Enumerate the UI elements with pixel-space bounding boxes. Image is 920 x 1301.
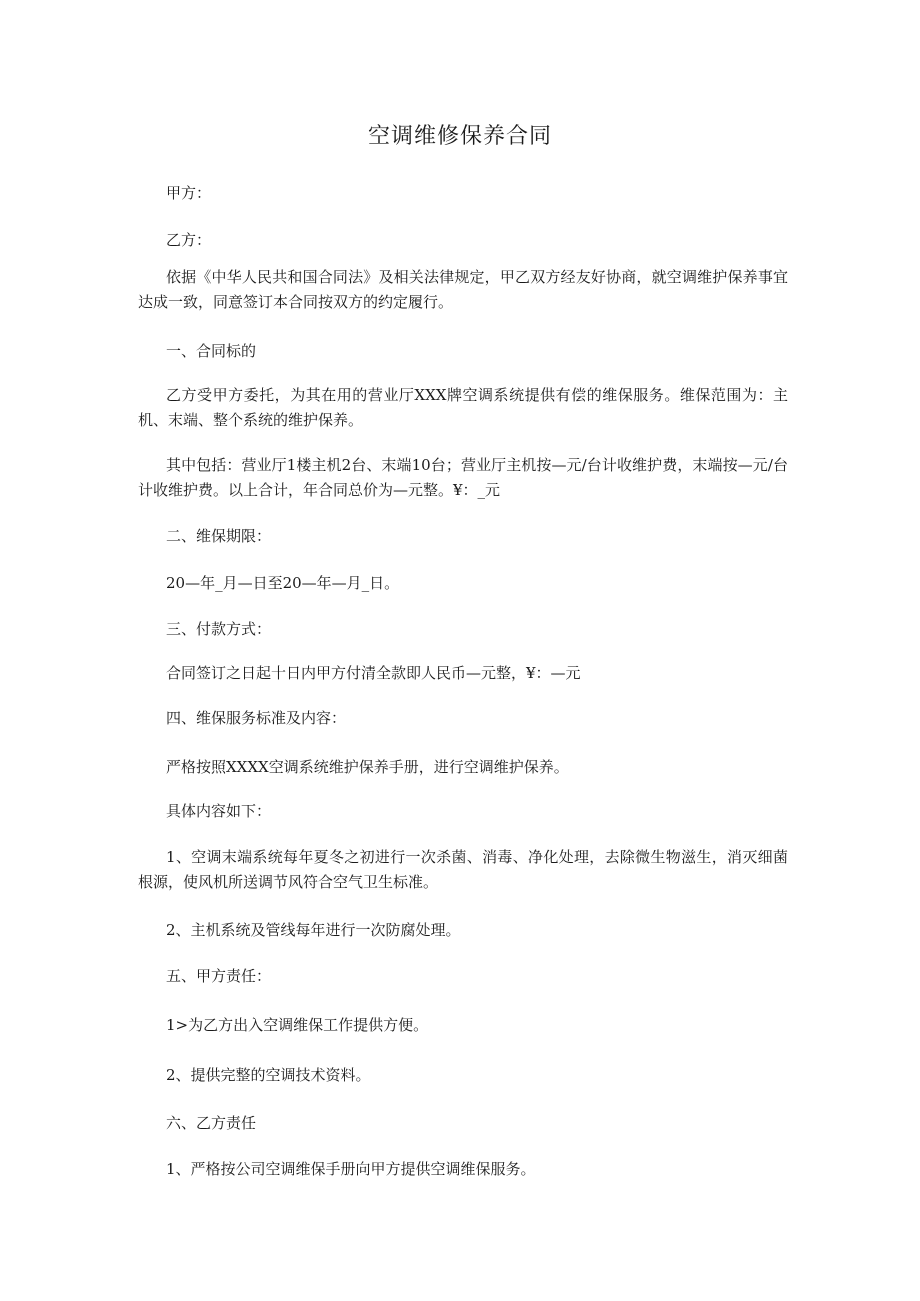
section-1-paragraph: 乙方受甲方委托，为其在用的营业厅XXX牌空调系统提供有偿的维保服务。维保范围为：主机、末端、整个系统的维护保养。 [138, 386, 788, 429]
details-intro: 具体内容如下： [166, 802, 272, 820]
section-2-heading: 二、维保期限： [166, 527, 272, 545]
section-6-heading: 六、乙方责任 [166, 1114, 257, 1132]
party-b-line: 乙方： [166, 231, 212, 249]
party-a-line: 甲方： [166, 184, 212, 202]
document-title: 空调维修保养合同 [367, 124, 552, 149]
maintenance-period: 20—年_月—日至20—年—月_日。 [166, 574, 400, 592]
party-a-duty-1: 1>为乙方出入空调维保工作提供方便。 [166, 1016, 429, 1034]
section-1-pricing-paragraph: 其中包括：营业厅1楼主机2台、末端10台；营业厅主机按—元/台计收维护费，末端按—元/台计收维护费。以上合计，年合同总价为—元整。¥：_元 [138, 456, 788, 499]
service-item-2: 2、主机系统及管线每年进行一次防腐处理。 [166, 921, 461, 939]
preamble-paragraph: 依据《中华人民共和国合同法》及相关法律规定，甲乙双方经友好协商，就空调维护保养事宜达成一致，同意签订本合同按双方的约定履行。 [138, 268, 788, 311]
section-4-heading: 四、维保服务标准及内容： [166, 709, 347, 727]
payment-paragraph: 合同签订之日起十日内甲方付清全款即人民币—元整，¥：—元 [166, 664, 581, 682]
section-3-heading: 三、付款方式： [166, 620, 272, 638]
section-1-heading: 一、合同标的 [166, 342, 257, 360]
section-5-heading: 五、甲方责任： [166, 967, 272, 985]
service-item-1: 1、空调末端系统每年夏冬之初进行一次杀菌、消毒、净化处理，去除微生物滋生，消灭细菌根源，使风机所送调节风符合空气卫生标准。 [138, 848, 788, 891]
service-standard-paragraph: 严格按照XXXX空调系统维护保养手册，进行空调维护保养。 [166, 758, 569, 776]
party-b-duty-1: 1、严格按公司空调维保手册向甲方提供空调维保服务。 [166, 1160, 536, 1178]
party-a-duty-2: 2、提供完整的空调技术资料。 [166, 1066, 371, 1084]
